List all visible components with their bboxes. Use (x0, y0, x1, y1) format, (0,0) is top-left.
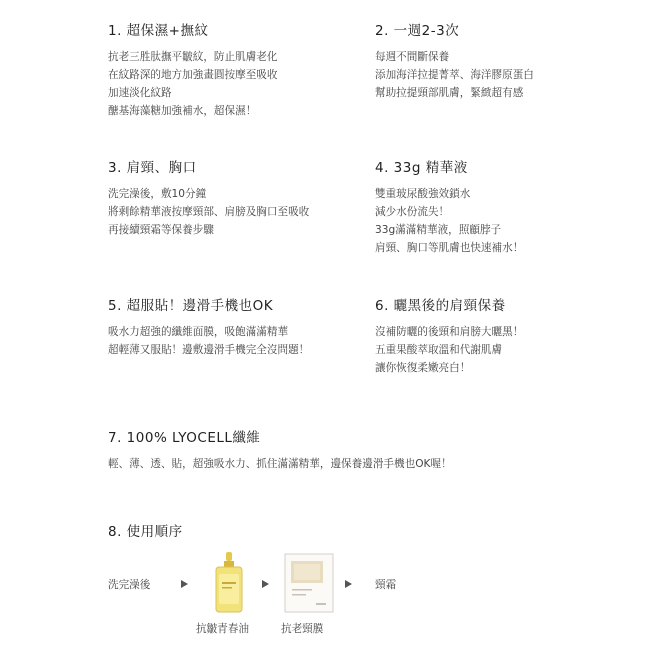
section-6 (375, 294, 523, 377)
product-2-label: 抗老頸膜 (281, 623, 324, 635)
section-line: 再接續頸霜等保養步驟 (108, 224, 214, 236)
section-line: 輕、薄、透、貼，超強吸水力、抓住滿滿精華，邊保養邊滑手機也OK喔！ (108, 458, 452, 470)
section-line: 抗老三胜肽撫平皺紋，防止肌膚老化 (108, 51, 278, 63)
section-line: 減少水份流失！ (375, 206, 450, 218)
section-8 (108, 520, 183, 549)
section-line: 加速淡化紋路 (108, 87, 172, 99)
section-line: 吸水力超強的纖維面膜，吸飽滿滿精華 (108, 326, 289, 338)
section-line: 超輕薄又服貼！邊敷邊滑手機完全沒問題！ (108, 344, 310, 356)
section-line: 雙重玻尿酸強效鎖水 (375, 188, 471, 200)
section-line: 在紋路深的地方加強畫圓按摩至吸收 (108, 69, 278, 81)
arrow-right-icon (345, 580, 352, 588)
serum-bottle-image (211, 552, 247, 614)
section-line: 幫助拉提頸部肌膚，緊緻超有感 (375, 87, 524, 99)
section-title: 7. 100% LYOCELL纖維 (108, 430, 261, 446)
section-line: 醣基海藻糖加強補水，超保濕！ (108, 105, 257, 117)
product-1-label: 抗皺青春油 (196, 623, 249, 635)
arrow-right-icon (262, 580, 269, 588)
section-line: 添加海洋拉提菁萃、海洋膠原蛋白 (375, 69, 534, 81)
arrow-right-icon (181, 580, 188, 588)
section-line: 洗完澡後，敷10分鐘 (108, 188, 207, 200)
section-line: 沒補防曬的後頸和肩膀大曬黑！ (375, 326, 524, 338)
section-2 (375, 19, 534, 102)
section-title: 5. 超服貼！邊滑手機也OK (108, 298, 274, 314)
section-title: 1. 超保濕+撫紋 (108, 23, 209, 39)
section-4 (375, 156, 523, 257)
section-line: 每週不間斷保養 (375, 51, 450, 63)
section-5 (108, 294, 309, 359)
section-3 (108, 156, 309, 239)
section-line: 讓你恢復柔嫩亮白！ (375, 362, 471, 374)
section-title: 4. 33g 精華液 (375, 160, 468, 176)
section-1 (108, 19, 278, 120)
section-title: 3. 肩頸、胸口 (108, 160, 197, 176)
neck-mask-pack-image (284, 553, 334, 613)
flow-step-start: 洗完澡後 (108, 579, 151, 591)
section-line: 五重果酸萃取溫和代謝肌膚 (375, 344, 503, 356)
section-line: 肩頸、胸口等肌膚也快速補水！ (375, 242, 524, 254)
section-title: 2. 一週2-3次 (375, 23, 460, 39)
section-7 (108, 426, 452, 473)
section-title: 6. 曬黑後的肩頸保養 (375, 298, 506, 314)
section-line: 將剩餘精華液按摩頸部、肩膀及胸口至吸收 (108, 206, 310, 218)
section-title: 8. 使用順序 (108, 524, 183, 540)
section-line: 33g滿滿精華液，照顧脖子 (375, 224, 502, 236)
flow-step-end: 頸霜 (375, 579, 397, 591)
